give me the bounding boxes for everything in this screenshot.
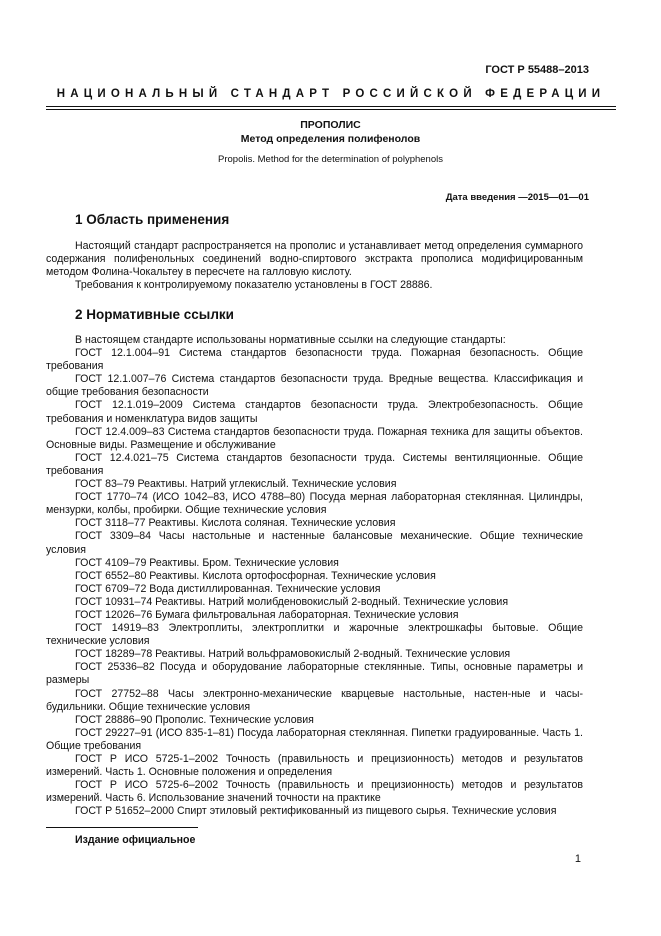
reference-item: ГОСТ Р ИСО 5725-6–2002 Точность (правильность и прецизионность) методов и результатов измерений. Часть 6. Использование значений точности на практике [46, 779, 583, 805]
section-heading-scope: 1 Область применения [75, 212, 230, 227]
reference-item: ГОСТ 6709–72 Вода дистиллированная. Технические условия [75, 582, 381, 595]
paragraph: Настоящий стандарт распространяется на прополис и устанавливает метод определения суммарного содержания полифенольных соединений водно-спиртового экстракта прополиса модифицированным методом Фолина-Чокальтеу в пересчете на галловую кислоту. [46, 240, 583, 279]
reference-item: ГОСТ 3118–77 Реактивы. Кислота соляная. Технические условия [75, 517, 396, 530]
title-sub: Метод определения полифенолов [240, 133, 421, 145]
page-number: 1 [574, 853, 581, 865]
reference-item: ГОСТ 12.1.007–76 Система стандартов безопасности труда. Вредные вещества. Классификация и общие требования безопасности [46, 373, 583, 399]
reference-item: ГОСТ 12.4.021–75 Система стандартов безопасности труда. Системы вентиляционные. Общие требования [46, 451, 583, 477]
section-scope-body [46, 240, 583, 292]
section-references-body [46, 334, 583, 818]
reference-item: ГОСТ 28886–90 Прополис. Технические условия [75, 713, 314, 726]
reference-item: ГОСТ 6552–80 Реактивы. Кислота ортофосфорная. Технические условия [75, 569, 436, 582]
reference-item: ГОСТ 27752–88 Часы электронно-механические кварцевые настольные, настен-ные и часы-будильники. Общие технические условия [46, 687, 583, 713]
reference-item: ГОСТ 29227–91 (ИСО 835-1–81) Посуда лабораторная стеклянная. Пипетки градуированные. Часть 1. Общие требования [46, 726, 583, 752]
paragraph: В настоящем стандарте использованы нормативные ссылки на следующие стандарты: [75, 334, 506, 346]
standard-banner: НАЦИОНАЛЬНЫЙ СТАНДАРТ РОССИЙСКОЙ ФЕДЕРАЦИИ [56, 88, 606, 100]
title-main: ПРОПОЛИС [300, 119, 361, 131]
introduction-date: Дата введения —2015—01—01 [445, 192, 589, 203]
reference-item: ГОСТ 12.4.009–83 Система стандартов безопасности труда. Пожарная техника для защиты объектов. Основные виды. Размещение и обслуживание [46, 425, 583, 451]
reference-item: ГОСТ 14919–83 Электроплиты, электроплитки и жарочные электрошкафы бытовые. Общие технические условия [46, 622, 583, 648]
reference-item: ГОСТ Р 51652–2000 Спирт этиловый ректификованный из пищевого сырья. Технические условия [75, 805, 557, 818]
paragraph: Требования к контролируемому показателю установлены в ГОСТ 28886. [75, 279, 433, 292]
reference-item: ГОСТ 12.1.004–91 Система стандартов безопасности труда. Пожарная безопасность. Общие требования [46, 347, 583, 373]
reference-item: ГОСТ 10931–74 Реактивы. Натрий молибденовокислый 2-водный. Технические условия [75, 595, 509, 608]
reference-item: ГОСТ 4109–79 Реактивы. Бром. Технические условия [75, 556, 339, 569]
footer-rule [46, 827, 198, 828]
document-title [0, 118, 661, 146]
reference-item: ГОСТ 3309–84 Часы настольные и настенные балансовые механические. Общие технические условия [46, 530, 583, 556]
official-edition-label: Издание официальное [75, 834, 196, 846]
document-number: ГОСТ Р 55488–2013 [485, 64, 589, 76]
reference-item: ГОСТ 25336–82 Посуда и оборудование лабораторные стеклянные. Типы, основные параметры и размеры [46, 661, 583, 687]
reference-item: ГОСТ Р ИСО 5725-1–2002 Точность (правильность и прецизионность) методов и результатов измерений. Часть 1. Основные положения и определения [46, 753, 583, 779]
reference-item: ГОСТ 12026–76 Бумага фильтровальная лабораторная. Технические условия [75, 608, 459, 621]
reference-item: ГОСТ 1770–74 (ИСО 1042–83, ИСО 4788–80) Посуда мерная лабораторная стеклянная. Цилиндры, мензурки, колбы, пробирки. Общие технические условия [46, 491, 583, 517]
reference-item: ГОСТ 83–79 Реактивы. Натрий углекислый. Технические условия [75, 478, 397, 491]
banner-rule-bottom [46, 109, 616, 110]
banner-rule-top [46, 106, 616, 107]
reference-item: ГОСТ 18289–78 Реактивы. Натрий вольфрамовокислый 2-водный. Технические условия [75, 648, 511, 661]
title-english: Propolis. Method for the determination of polyphenols [218, 154, 443, 165]
reference-item: ГОСТ 12.1.019–2009 Система стандартов безопасности труда. Электробезопасность. Общие требования и номенклатура видов защиты [46, 399, 583, 425]
section-heading-references: 2 Нормативные ссылки [75, 307, 234, 322]
